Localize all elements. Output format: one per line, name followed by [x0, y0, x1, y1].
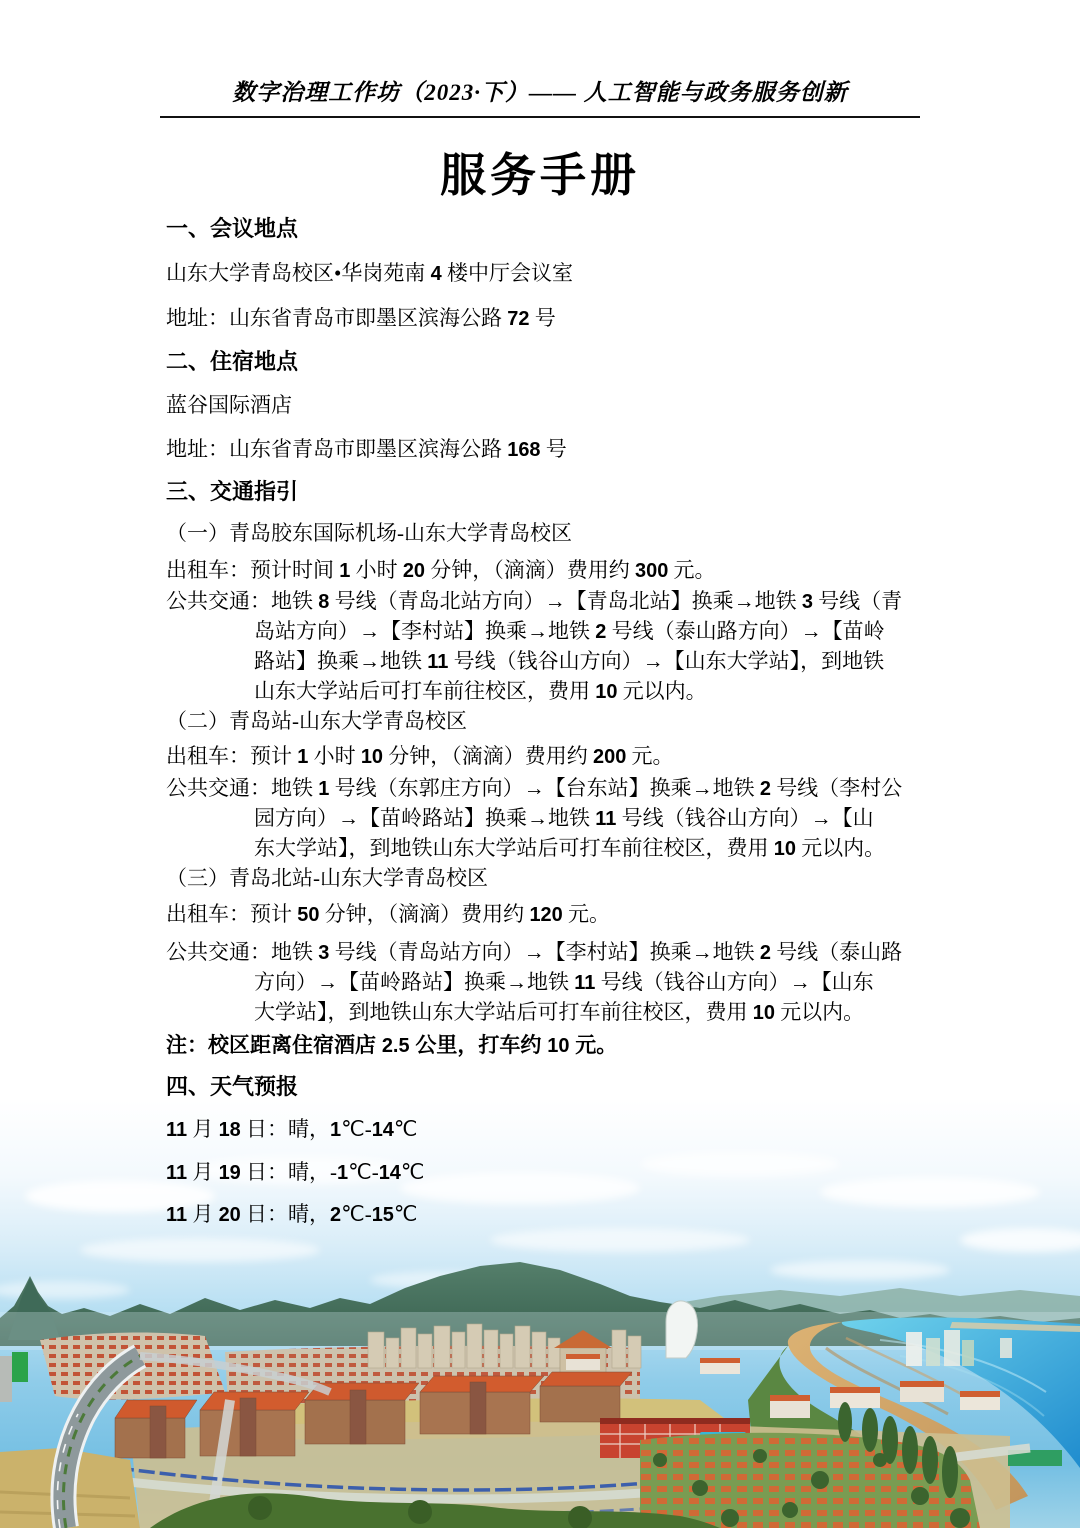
route-title: （三）青岛北站-山东大学青岛校区 — [166, 866, 488, 890]
route-title: （一）青岛胶东国际机场-山东大学青岛校区 — [166, 521, 572, 545]
route-taxi-info: 出租车：预计 1 小时 10 分钟，（滴滴）费用约 200 元。 — [166, 744, 674, 768]
route-transit-line: 东大学站】，到地铁山东大学站后可打车前往校区，费用 10 元以内。 — [254, 836, 886, 860]
section-heading-meeting: 一、会议地点 — [166, 216, 299, 241]
route-transit-line: 公共交通：地铁 1 号线（东郭庄方向）→【台东站】换乘→地铁 2 号线（李村公 — [166, 776, 903, 800]
route-transit-line: 公共交通：地铁 3 号线（青岛站方向）→【李村站】换乘→地铁 2 号线（泰山路 — [166, 940, 903, 964]
hotel-name: 蓝谷国际酒店 — [166, 393, 292, 417]
campus-aerial-photo — [0, 1100, 1080, 1528]
section-heading-transport: 三、交通指引 — [166, 479, 299, 504]
document-header: 数字治理工作坊（2023·下）—— 人工智能与政务服务创新 — [232, 80, 848, 105]
route-taxi-info: 出租车：预计时间 1 小时 20 分钟，（滴滴）费用约 300 元。 — [166, 558, 716, 582]
route-transit-line: 路站】换乘→地铁 11 号线（钱谷山方向）→【山东大学站】，到地铁 — [254, 649, 885, 673]
weather-forecast-line: 11 月 20 日：晴，2℃-15℃ — [166, 1202, 418, 1226]
section-heading-weather: 四、天气预报 — [166, 1074, 299, 1099]
route-taxi-info: 出租车：预计 50 分钟，（滴滴）费用约 120 元。 — [166, 902, 610, 926]
route-transit-line: 大学站】，到地铁山东大学站后可打车前往校区，费用 10 元以内。 — [254, 1000, 865, 1024]
route-transit-line: 公共交通：地铁 8 号线（青岛北站方向）→【青岛北站】换乘→地铁 3 号线（青 — [166, 589, 903, 613]
route-title: （二）青岛站-山东大学青岛校区 — [166, 709, 467, 733]
route-transit-line: 岛站方向）→【李村站】换乘→地铁 2 号线（泰山路方向）→【苗岭 — [254, 619, 885, 643]
header-rule — [160, 116, 920, 118]
weather-forecast-line: 11 月 19 日：晴，-1℃-14℃ — [166, 1160, 425, 1184]
meeting-venue: 山东大学青岛校区•华岗苑南 4 楼中厅会议室 — [166, 261, 573, 285]
transport-note: 注：校区距离住宿酒店 2.5 公里，打车约 10 元。 — [166, 1034, 618, 1057]
section-heading-hotel: 二、住宿地点 — [166, 349, 299, 374]
weather-forecast-line: 11 月 18 日：晴，1℃-14℃ — [166, 1117, 418, 1141]
hotel-address: 地址：山东省青岛市即墨区滨海公路 168 号 — [166, 437, 567, 461]
page-title: 服务手册 — [440, 149, 640, 201]
meeting-address: 地址：山东省青岛市即墨区滨海公路 72 号 — [166, 306, 556, 330]
route-transit-line: 山东大学站后可打车前往校区，费用 10 元以内。 — [254, 679, 707, 703]
route-transit-line: 方向）→【苗岭路站】换乘→地铁 11 号线（钱谷山方向）→【山东 — [254, 970, 874, 994]
route-transit-line: 园方向）→【苗岭路站】换乘→地铁 11 号线（钱谷山方向）→【山 — [254, 806, 874, 830]
